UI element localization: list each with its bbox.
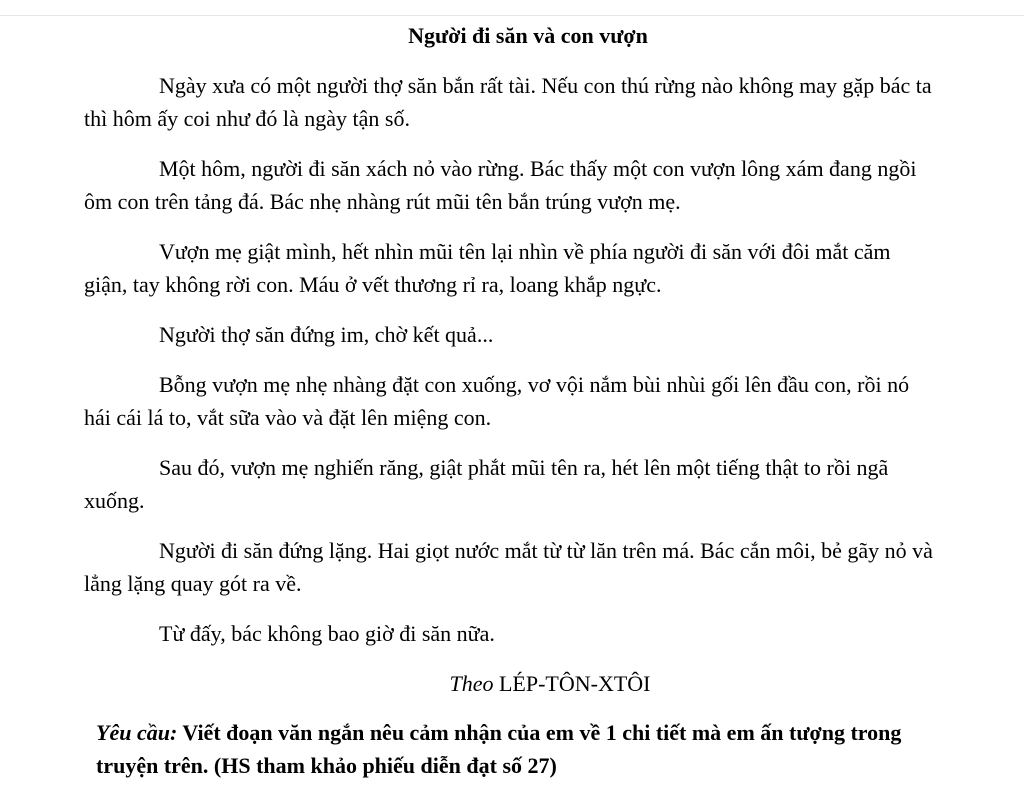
attribution (0, 667, 1024, 700)
story-paragraph-7: Người đi săn đứng lặng. Hai giọt nước mắt từ từ lăn trên má. Bác cắn môi, bẻ gãy nỏ và lẳng lặng quay gót ra về. (84, 538, 933, 596)
story-body (84, 69, 934, 667)
attribution-author: LÉP-TÔN-XTÔI (498, 671, 651, 696)
story-paragraph-1: Ngày xưa có một người thợ săn bắn rất tài. Nếu con thú rừng nào không may gặp bác ta thì hôm ấy coi như đó là ngày tận số. (84, 73, 932, 131)
story-paragraph-4: Người thợ săn đứng im, chờ kết quả... (159, 322, 494, 347)
requirement-label: Yêu cầu: (96, 720, 178, 745)
story-paragraph-8: Từ đấy, bác không bao giờ đi săn nữa. (159, 621, 495, 646)
story-paragraph-5: Bỗng vượn mẹ nhẹ nhàng đặt con xuống, vơ vội nắm bùi nhùi gối lên đầu con, rồi nó hái cái lá to, vắt sữa vào và đặt lên miệng con. (84, 372, 910, 430)
attribution-prefix: Theo (449, 671, 494, 696)
page-top-divider (0, 15, 1024, 16)
requirement-text: Viết đoạn văn ngắn nêu cảm nhận của em về 1 chi tiết mà em ấn tượng trong truyện trên. (HS tham khảo phiếu diễn đạt số 27) (96, 720, 902, 778)
assignment-requirement (96, 716, 936, 782)
story-paragraph-2: Một hôm, người đi săn xách nỏ vào rừng. Bác thấy một con vượn lông xám đang ngồi ôm con trên tảng đá. Bác nhẹ nhàng rút mũi tên bắn trúng vượn mẹ. (84, 156, 917, 214)
story-paragraph-6: Sau đó, vượn mẹ nghiến răng, giật phắt mũi tên ra, hét lên một tiếng thật to rồi ngã xuống. (84, 455, 889, 513)
document-title: Người đi săn và con vượn (408, 23, 648, 48)
story-paragraph-3: Vượn mẹ giật mình, hết nhìn mũi tên lại nhìn về phía người đi săn với đôi mắt căm giận, tay không rời con. Máu ở vết thương rỉ ra, loang khắp ngực. (84, 239, 891, 297)
